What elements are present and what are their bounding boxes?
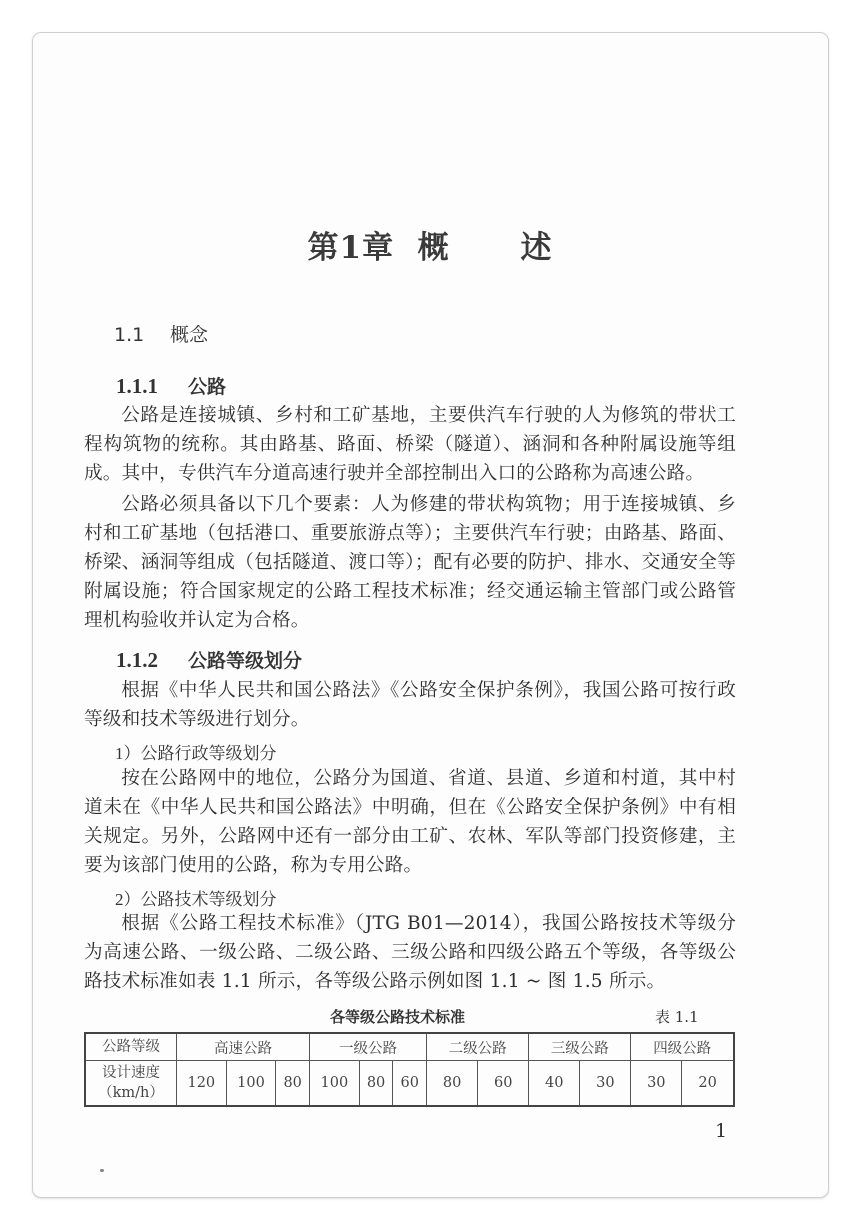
table-number: 表 1.1 bbox=[655, 1008, 699, 1026]
subsection-heading-1-1-1 bbox=[116, 372, 226, 399]
header-label-cell: 公路等级 bbox=[85, 1033, 177, 1061]
subsection-number: 1.1.2 bbox=[116, 648, 158, 672]
scan-speck bbox=[100, 1169, 104, 1172]
speed-label-line2: （km/h） bbox=[98, 1085, 164, 1101]
subsection-title: 公路等级划分 bbox=[188, 650, 303, 672]
paragraph-administrative-grades: 按在公路网中的地位，公路分为国道、省道、县道、乡道和村道，其中村道未在《中华人民共和国公路法》中明确，但在《公路安全保护条例》中有相关规定。另外，公路网中还有一部分由工矿、农林、军队等部门投资修建，主要为该部门使用的公路，称为专用公路。 bbox=[84, 768, 736, 876]
group-class-1: 一级公路 bbox=[310, 1033, 427, 1061]
speed-cell: 100 bbox=[310, 1061, 360, 1107]
speed-cell: 100 bbox=[226, 1061, 276, 1107]
section-heading bbox=[114, 320, 208, 347]
speed-cell: 20 bbox=[682, 1061, 734, 1107]
table-header-row bbox=[85, 1033, 734, 1061]
speed-cell: 60 bbox=[478, 1061, 529, 1107]
table-caption: 各等级公路技术标准 bbox=[330, 1008, 466, 1026]
group-class-2: 二级公路 bbox=[427, 1033, 529, 1061]
speed-cell: 80 bbox=[427, 1061, 478, 1107]
speed-cell: 80 bbox=[276, 1061, 310, 1107]
section-number: 1.1 bbox=[114, 324, 145, 346]
paragraph-technical-grades: 根据《公路工程技术标准》（JTG B01—2014），我国公路按技术等级分为高速公路、一级公路、二级公路、三级公路和四级公路五个等级，各等级公路技术标准如表 1.1 所示，各等级公路示例如图 1.1 ~ 图 1.5 所示。 bbox=[84, 913, 736, 992]
subsection-heading-1-1-2 bbox=[116, 646, 302, 673]
group-class-4: 四级公路 bbox=[631, 1033, 734, 1061]
page-number: 1 bbox=[715, 1120, 728, 1142]
chapter-title: 第1章 概 述 bbox=[307, 230, 553, 266]
table-speed-row bbox=[85, 1061, 734, 1107]
speed-cell: 40 bbox=[529, 1061, 580, 1107]
item-heading-technical: 2）公路技术等级划分 bbox=[115, 890, 277, 909]
speed-label-line1: 设计速度 bbox=[102, 1065, 160, 1081]
paragraph-classification-intro: 根据《中华人民共和国公路法》《公路安全保护条例》，我国公路可按行政等级和技术等级进行划分。 bbox=[84, 680, 736, 730]
speed-cell: 30 bbox=[580, 1061, 631, 1107]
speed-cell: 60 bbox=[393, 1061, 427, 1107]
item-heading-administrative: 1）公路行政等级划分 bbox=[115, 744, 277, 763]
speed-cell: 30 bbox=[631, 1061, 682, 1107]
speed-cell: 80 bbox=[359, 1061, 393, 1107]
paragraph-highway-elements: 公路必须具备以下几个要素：人为修建的带状构筑物；用于连接城镇、乡村和工矿基地（包括港口、重要旅游点等）；主要供汽车行驶；由路基、路面、桥梁、涵洞等组成（包括隧道、渡口等）；配有必要的防护、排水、交通安全等附属设施；符合国家规定的公路工程技术标准；经交通运输主管部门或公路管理机构验收并认定为合格。 bbox=[84, 494, 736, 631]
speed-label-cell bbox=[85, 1061, 177, 1107]
subsection-number: 1.1.1 bbox=[116, 374, 158, 398]
subsection-title: 公路 bbox=[188, 376, 227, 398]
paragraph-highway-definition: 公路是连接城镇、乡村和工矿基地，主要供汽车行驶的人为修筑的带状工程构筑物的统称。其由路基、路面、桥梁（隧道）、涵洞和各种附属设施等组成。其中，专供汽车分道高速行驶并全部控制出入口的公路称为高速公路。 bbox=[84, 405, 736, 484]
group-expressway: 高速公路 bbox=[177, 1033, 310, 1061]
highway-standards-table bbox=[84, 1032, 735, 1107]
speed-cell: 120 bbox=[177, 1061, 227, 1107]
group-class-3: 三级公路 bbox=[529, 1033, 631, 1061]
section-title: 概念 bbox=[170, 324, 209, 346]
